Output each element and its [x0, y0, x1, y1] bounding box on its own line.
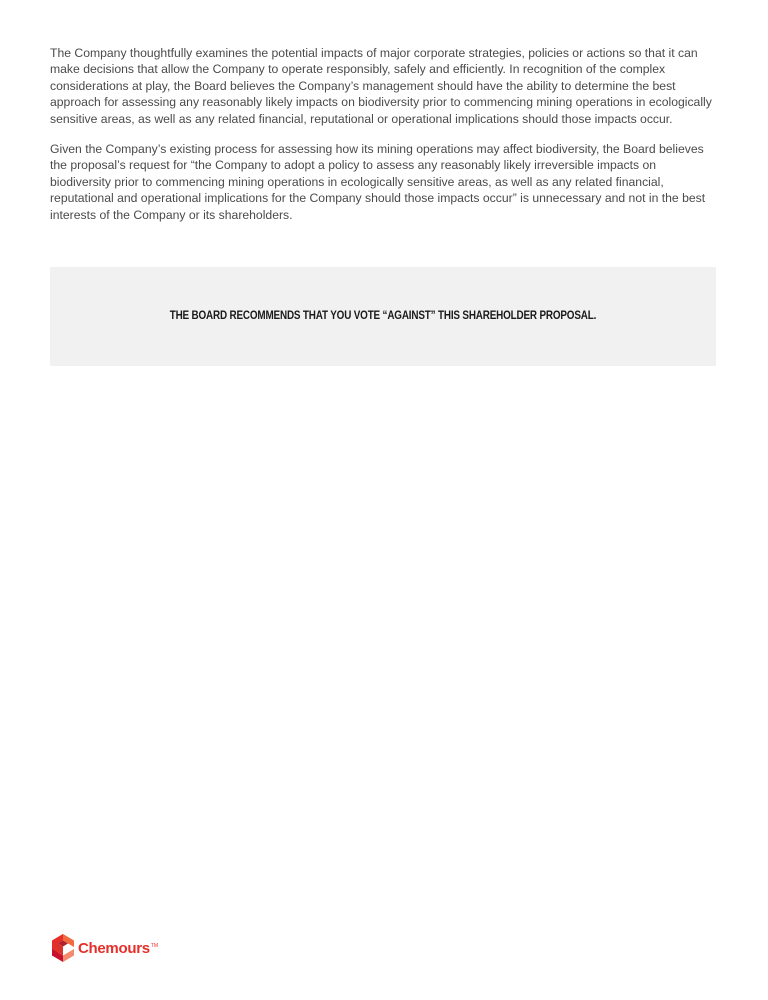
- chemours-logo: [50, 933, 158, 963]
- logo-trademark: TM: [150, 943, 159, 949]
- recommendation-callout: [50, 267, 716, 366]
- logo-wordmark: Chemours: [78, 939, 150, 957]
- main-content: [50, 45, 717, 237]
- body-paragraph-1: The Company thoughtfully examines the potential impacts of major corporate strategies, policies or actions so that it can make decisions that allow the Company to operate responsibly, safely and efficiently. In recognition of the complex considerations at play, the Board believes the Company’s management should have the ability to determine the best approach for assessing any reasonably likely impacts on biodiversity prior to commencing mining operations in ecologically sensitive areas, as well as any related financial, reputational or operational implications should those impacts occur.: [50, 46, 712, 126]
- body-paragraph-2: Given the Company’s existing process for assessing how its mining operations may affect biodiversity, the Board believes the proposal’s request for “the Company to adopt a policy to assess any reasonably likely irreversible impacts on biodiversity prior to commencing mining operations in ecologically sensitive areas, as well as any related financial, reputational and operational implications for the Company should those impacts occur” is unnecessary and not in the best interests of the Company or its shareholders.: [50, 142, 706, 222]
- chemours-hexagon-logo-icon: [50, 933, 76, 963]
- recommendation-text: THE BOARD RECOMMENDS THAT YOU VOTE “AGAINST” THIS SHAREHOLDER PROPOSAL.: [169, 309, 597, 322]
